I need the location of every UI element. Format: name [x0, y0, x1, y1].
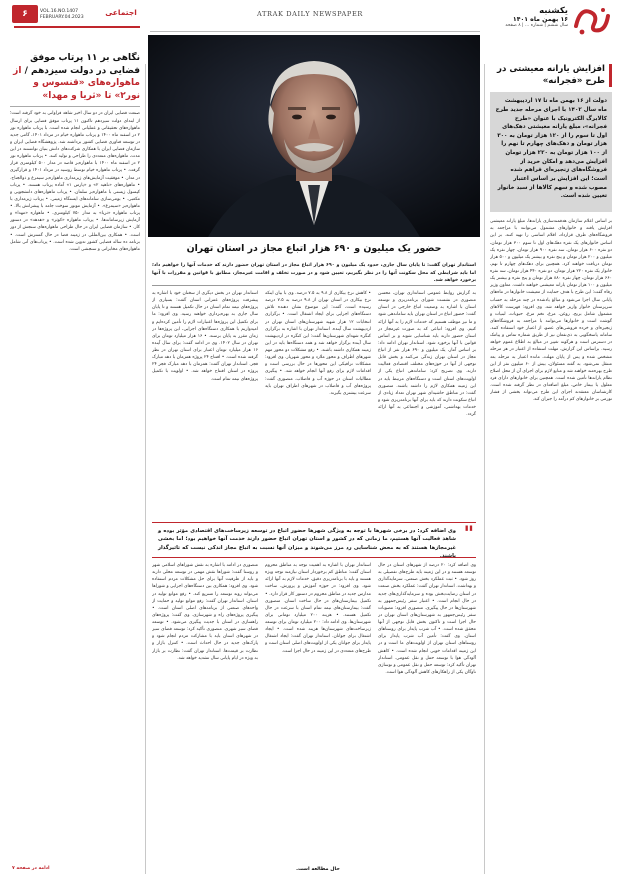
volume-info	[40, 9, 100, 21]
continued-note[interactable]: ادامه در صفحه ۷	[12, 866, 50, 871]
volume-number: VOL.16.NO.1407	[40, 9, 79, 14]
date-block	[488, 6, 568, 29]
main-article-column-3: استاندار تهران در بخش دیگری از سخنان خود با اشاره به پیشرفت پروژه‌های عمرانی استان گفت: بسیاری از پروژه‌های نیمه تمام استان در حال تکمیل هستند و تا پایان سال جاری به بهره‌برداری خواهند رسید. وی افزود: ما برای تکمیل این پروژه‌ها اعتبارات لازم را تأمین کرده‌ایم و امیدواریم با همکاری دستگاه‌های اجرایی، این پروژه‌ها در زمان مقرر به پایان برسند. • ۱۶ هزار میلیارد تومان برای تهران در سال ۱۴۰۲. وی در ادامه گفت: برای سال آینده ۱۶ هزار میلیارد تومان اعتبار برای استان تهران در نظر گرفته شده است. • افتتاح ۲۴ پروژه همزمان با دهه مبارک فجر. استاندار تهران گفت: همزمان با دهه مبارک فجر ۲۴ پروژه در استان افتتاح خواهد شد. • اولویت با تکمیل پروژه‌های نیمه تمام است.	[152, 291, 258, 382]
main-article-column-1: به گزارش روابط عمومی استانداری تهران، محسن منصوری در نشست شورای برنامه‌ریزی و توسعه استان با اشاره به وضعیت اتباع خارجی در استان گفت: حضور اتباع در استان تهران باید ساماندهی شود و ما نیز موظف هستیم که خدمات لازم را به آنها ارائه کنیم. وی افزود: اتباعی که به صورت غیرمجاز در استان حضور دارند باید شناسایی شوند و بر اساس قوانین با آنها برخورد شود. استاندار تهران ادامه داد: بر اساس آمار، یک میلیون و ۶۹۰ هزار نفر از اتباع مجاز در استان تهران زندگی می‌کنند و بخش قابل توجهی از آنها در حوزه‌های مختلف اقتصادی فعالیت دارند. وی تصریح کرد: ساماندهی اتباع یکی از اولویت‌های استان است و دستگاه‌های مرتبط باید در این زمینه همکاری لازم را داشته باشند. منصوری گفت: در مناطق حاشیه‌ای شهر تهران تعداد زیادی از اتباع سکونت دارند که باید برای آنها برنامه‌ریزی شود و خدمات بهداشتی، آموزشی و اجتماعی به آنها ارائه گردد.	[378, 291, 476, 418]
issue-day: یکشنبه	[539, 6, 568, 16]
header-rule-red	[14, 26, 140, 28]
english-date: FEBRUARY.04.2023	[40, 15, 84, 21]
right-article-body: بر اساس اعلام سازمان هدفمندسازی یارانه‌ها، مبلغ یارانه معیشتی افزایش یافته و خانوارهای مشمول می‌توانند با مراجعه به فروشگاه‌های طرف قرارداد، اقلام اساسی را تهیه کنند. بر این اساس خانوارهای یک نفره دهک‌های اول تا سوم ۳۰۰ هزار تومان، دو نفره ۶۰۰ هزار تومان، سه نفره ۹۰۰ هزار تومان، چهار نفره یک میلیون و ۲۰۰ هزار تومان و پنج نفره و بیشتر یک میلیون و ۵۰۰ هزار تومان دریافت خواهند کرد. همچنین برای دهک‌های چهارم تا نهم، خانوار یک نفره ۲۲۰ هزار تومان، دو نفره ۴۴۰ هزار تومان، سه نفره ۶۶۰ هزار تومان، چهار نفره ۸۸۰ هزار تومان و پنج نفره و بیشتر یک میلیون و ۱۰۰ هزار تومان یارانه معیشتی خواهند داشت. معاون وزیر رفاه گفت: این طرح با هدف حمایت از معیشت خانوارها در ماه‌های پایانی سال اجرا می‌شود و مبالغ یادشده در چند مرحله به حساب سرپرستان خانوار واریز خواهد شد. وی افزود: فهرست کالاهای مشمول شامل برنج، روغن، مرغ، تخم مرغ، حبوبات، لبنیات و گوشت است و خانوارها می‌توانند با مراجعه به فروشگاه‌های زنجیره‌ای و خرده فروشی‌های عضو، از اعتبار خود استفاده کنند. سامانه پاسخگویی به ذی‌نفعان نیز از طریق شماره تماس و پیامک در دسترس است و هرگونه تغییر در مبالغ به اطلاع عموم خواهد رسید. براساس این گزارش، مهلت استفاده از اعتبار در هر مرحله مشخص شده و پس از پایان مهلت، مانده اعتبار به مرحله بعد منتقل نمی‌شود. به گفته مسئولان، بیش از ۶۰ میلیون نفر از این طرح بهره‌مند خواهند شد و منابع لازم برای اجرای آن از محل اصلاح نظام یارانه‌ها تأمین شده است. همچنین برای خانوارهای دارای فرد معلول یا بیمار خاص، مبلغ اضافه‌ای در نظر گرفته شده است. کارشناسان معتقدند اجرای این طرح می‌تواند بخشی از فشار تورمی بر خانوارهای کم درآمد را جبران کند.	[490, 219, 612, 403]
right-article-title: افزایش یارانه معیشتی در طرح «فجرانه»	[490, 64, 612, 87]
section-label: اجتماعی	[105, 8, 137, 17]
main-headline: حضور یک میلیون و ۶۹۰ هزار اتباع مجاز در استان تهران	[186, 243, 442, 254]
left-article-body: صنعت فضایی ایران در دو سال اخیر شاهد فراوانی به خود گرفته است؛ از ابتدای دولت سیزدهم تاکنون ۱۱ پرتاب موفق فضایی برای ارسال ماهواره‌های تحقیقاتی و عملیاتی انجام شده است. با پرتاب ماهواره نور ۲ در اسفند ماه ۱۴۰۰ و پرتاب ماهواره خیام در مرداد ۱۴۰۱، گامی جدید در توسعه فناوری فضایی کشور برداشته شد. پژوهشگاه فضایی ایران و سازمان فضایی ایران با همکاری شرکت‌های دانش بنیان توانستند در این مدت، ماهواره‌های متعددی را طراحی و تولید کنند. • پرتاب ماهواره نور ۲ در اسفند ماه ۱۴۰۰ با ماهواره‌بر قاصد در مدار ۵۰۰ کیلومتری قرار گرفت. • پرتاب ماهواره خیام توسط روسیه در مرداد ۱۴۰۱ و قرارگیری در مدار. • موفقیت آزمایش‌های زیرمداری ماهواره‌بر سیمرغ و ذوالجناح. • ماهواره‌های «ناهید ۲» و «پارس ۱» آماده پرتاب هستند. • پرتاب کپسول زیستی با ماهواره‌بر سلمان. • پرتاب ماهواره‌های دانشجویی و مکعبی. • بومی‌سازی سامانه‌های ایستگاه زمینی. • پرتاب زیرمداری با ماهواره‌بر «سیمرغ». • آزمایش موتور سوخت جامد با پیشرانش بالا. • پرتاب ماهواره «ثریا» به مدار ۷۵۰ کیلومتری. • ماهواره «مهدا» و آزمایش زیرسامانه‌ها. • پرتاب ماهواره «کوثر» و «هدهد» در دستور کار. • سازمان فضایی ایران در حال طراحی ماهواره‌های سنجش از دور است. • همکاری بین‌المللی در زمینه فضا در حال گسترش است. • برنامه ده ساله فضایی کشور تدوین شده است. • پرتاب‌های آتی شامل ماهواره‌های مخابراتی و سنجشی است.	[10, 106, 140, 836]
quote-mark-icon: "	[463, 521, 474, 545]
main-lead: استاندار تهران گفت: تا پایان سال جاری، حدود یک میلیون و ۶۹۰ هزار اتباع مجاز در استان تهران حضور دارند که خدمات آنها را خواهیم داد؛ اما باید شرایطی که محل سکونت آنها را در نظر بگیریم، تعیین شود و در صورت تخلف و اقامت غیرمجاز، مطابق با قوانین و مقررات با آنها برخورد خواهد شد.	[152, 262, 476, 286]
right-article-lead: دولت از ۱۶ بهمن ماه تا ۱۷ اردیبهشت ماه سال ۱۴۰۲ با اجرای مرحله جدید طرح کالابرگ الکترونیک با عنوان «طرح فجرانه»، مبلغ یارانه معیشتی دهک‌های اول تا سوم را از ۱۲۰ هزار تومان به ۳۰۰ هزار تومان و دهک‌های چهارم تا نهم را از ۱۰۰ هزار تومان به ۲۲۰ هزار تومان افزایش می‌دهد و امکان خرید از فروشگاه‌های زنجیره‌ای فراهم شده است؛ این افزایش بر اساس اعتبار مصوب شده و سهم کالاها از سبد خانوار تعیین شده است.	[490, 92, 612, 212]
main-article-column-2: • کاهش نرخ بیکاری از ۹.۸ به ۷.۵ درصد. وی با بیان اینکه نرخ بیکاری در استان تهران از ۹.۸ درصد به ۷.۵ درصد رسیده است، گفت: این موضوع نشان دهنده تلاش دستگاه‌های اجرایی برای ایجاد اشتغال است. • برگزاری انتخابات ۱۲ هزار شهید شهرستان‌های استان تهران در اردیبهشت سال آینده. استاندار تهران با اشاره به برگزاری کنگره شهدای شهرستان‌ها گفت: این کنگره در اردیبهشت سال آینده برگزار خواهد شد و همه دستگاه‌ها باید در این زمینه همکاری داشته باشند. • رفع مشکلات دو محور مهم شهرهای اطراف و محور ملارد و محور شهریار. وی افزود: مشکلات ترافیکی این محورها در حال بررسی است و اقدامات لازم برای رفع آنها انجام خواهد شد. • پیگیری مطالبات استان در حوزه آب و فاضلاب. منصوری گفت: پروژه‌های آب و فاضلاب در شهرهای اطراف تهران باید سرعت بیشتری بگیرند.	[265, 291, 371, 396]
lower-footnote: حال مطالعه است.	[296, 866, 340, 872]
main-photo	[148, 35, 480, 237]
left-title-part-1: نگاهی بر ۱۱ پرتاب موفق فضایی در دولت سیزدهم /	[24, 53, 140, 76]
right-column-article	[490, 64, 612, 876]
issue-date: ۱۶ بهمن ماه ۱۴۰۱	[512, 16, 568, 23]
paper-name: ATRAK DAILY NEWSPAPER	[257, 10, 363, 18]
newspaper-logo	[570, 2, 612, 40]
left-title-part-2: از ماهواره‌های «قنسوس و نور۲» تا «ثریا و مهدا»	[13, 65, 140, 101]
pull-quote	[152, 522, 476, 558]
column-separator-left	[145, 64, 146, 874]
page-number: ۶	[12, 5, 38, 23]
pull-quote-text: وی اضافه کرد: در برخی شهرها با توجه به ویژگی شهرها حضور اتباع در توسعه زیرساخت‌های اقتصادی مؤثر بوده و شاهد فعالیت آنها هستیم، ما زمانی که در کشور و استان تهران اتباع حضور دارند خدمت آنها خواهیم بود؛ اما بخشی غیرمجازها هستند که به محض شناسایی رد مرز می‌شوند و میزان آنها نسبت به اتباع مجاز اندکی نیست که تاثیرگذار باشند.	[158, 528, 456, 559]
left-column-article	[10, 48, 140, 878]
header-rule-grey	[150, 31, 480, 32]
left-article-title	[10, 48, 140, 102]
issue-details: سال ششم | شماره ... | ۸ صفحه	[505, 23, 568, 28]
lower-column-1: وی اضافه کرد: ۲۰ درصد از شهرهای استان در حال توسعه هستند و در این زمینه باید طرح‌های تفصیلی به روز شود. • ثبت عملکرد بخش صنعتی، سرمایه‌گذاری و بهداشت. استاندار تهران گفت: عملکرد بخش صنعت در استان رضایت‌بخش بوده و سرمایه‌گذاری‌های جدید در حال انجام است. • اعتبار سفر رئیس‌جمهور به شهرستان‌ها در حال پیگیری. منصوری افزود: مصوبات سفر رئیس‌جمهور به شهرستان‌های استان تهران در حال اجرا است و تاکنون بخش قابل توجهی از آنها محقق شده است. • آب شرب پایدار برای روستاهای استان. وی گفت: تأمین آب شرب پایدار برای روستاهای استان تهران از اولویت‌های ما است و در این زمینه اقدامات خوبی انجام شده است. • کاهش آلودگی هوا با توسعه حمل و نقل عمومی. استاندار تهران تأکید کرد: توسعه حمل و نقل عمومی و نوسازی ناوگان یکی از راهکارهای کاهش آلودگی هوا است.	[378, 563, 476, 675]
lower-column-2: استاندار تهران با اشاره به اهمیت توجه به مناطق محروم استان گفت: مناطق کم برخوردار استان نیازمند توجه ویژه هستند و باید با برنامه‌ریزی دقیق، خدمات لازم به آنها ارائه شود. وی افزود: در حوزه آموزش و پرورش، ساخت مدارس جدید در مناطق محروم در دستور کار قرار دارد. • تکمیل بیمارستان‌های در حال ساخت استان. منصوری گفت: بیمارستان‌های نیمه تمام استان با سرعت در حال تکمیل هستند. • هزینه ۲۰۰ میلیارد تومانی برای شهرستان‌ها. وی ادامه داد: ۲۰۰ میلیارد تومان برای توسعه زیرساخت‌های شهرستان‌ها هزینه شده است. • ایجاد اشتغال برای جوانان. استاندار تهران گفت: ایجاد اشتغال پایدار برای جوانان یکی از اولویت‌های اصلی استان است و طرح‌های متعددی در این زمینه در حال اجرا است.	[265, 563, 371, 654]
lower-column-3: منصوری در ادامه با اشاره به نقش شوراهای اسلامی شهر و روستا گفت: شوراها نقش مهمی در توسعه محلی دارند و باید از ظرفیت آنها برای حل مشکلات مردم استفاده شود. وی افزود: همکاری بین دستگاه‌های اجرایی و شوراها می‌تواند روند توسعه را تسریع کند. • رفع موانع تولید در استان. استاندار تهران گفت: رفع موانع تولید و حمایت از واحدهای صنعتی از برنامه‌های اصلی استان است. • پیگیری پروژه‌های راه و شهرسازی. وی گفت: پروژه‌های راهسازی در استان با جدیت پیگیری می‌شود. • توسعه فضای سبز شهری. منصوری تأکید کرد: توسعه فضای سبز در شهرهای استان باید با مشارکت مردم انجام شود و پارک‌های جدید در حال احداث است. • کنترل بازار و نظارت بر قیمت‌ها. استاندار تهران گفت: نظارت بر بازار به ویژه در ایام پایانی سال تشدید خواهد شد.	[152, 563, 258, 661]
column-separator	[484, 64, 485, 874]
